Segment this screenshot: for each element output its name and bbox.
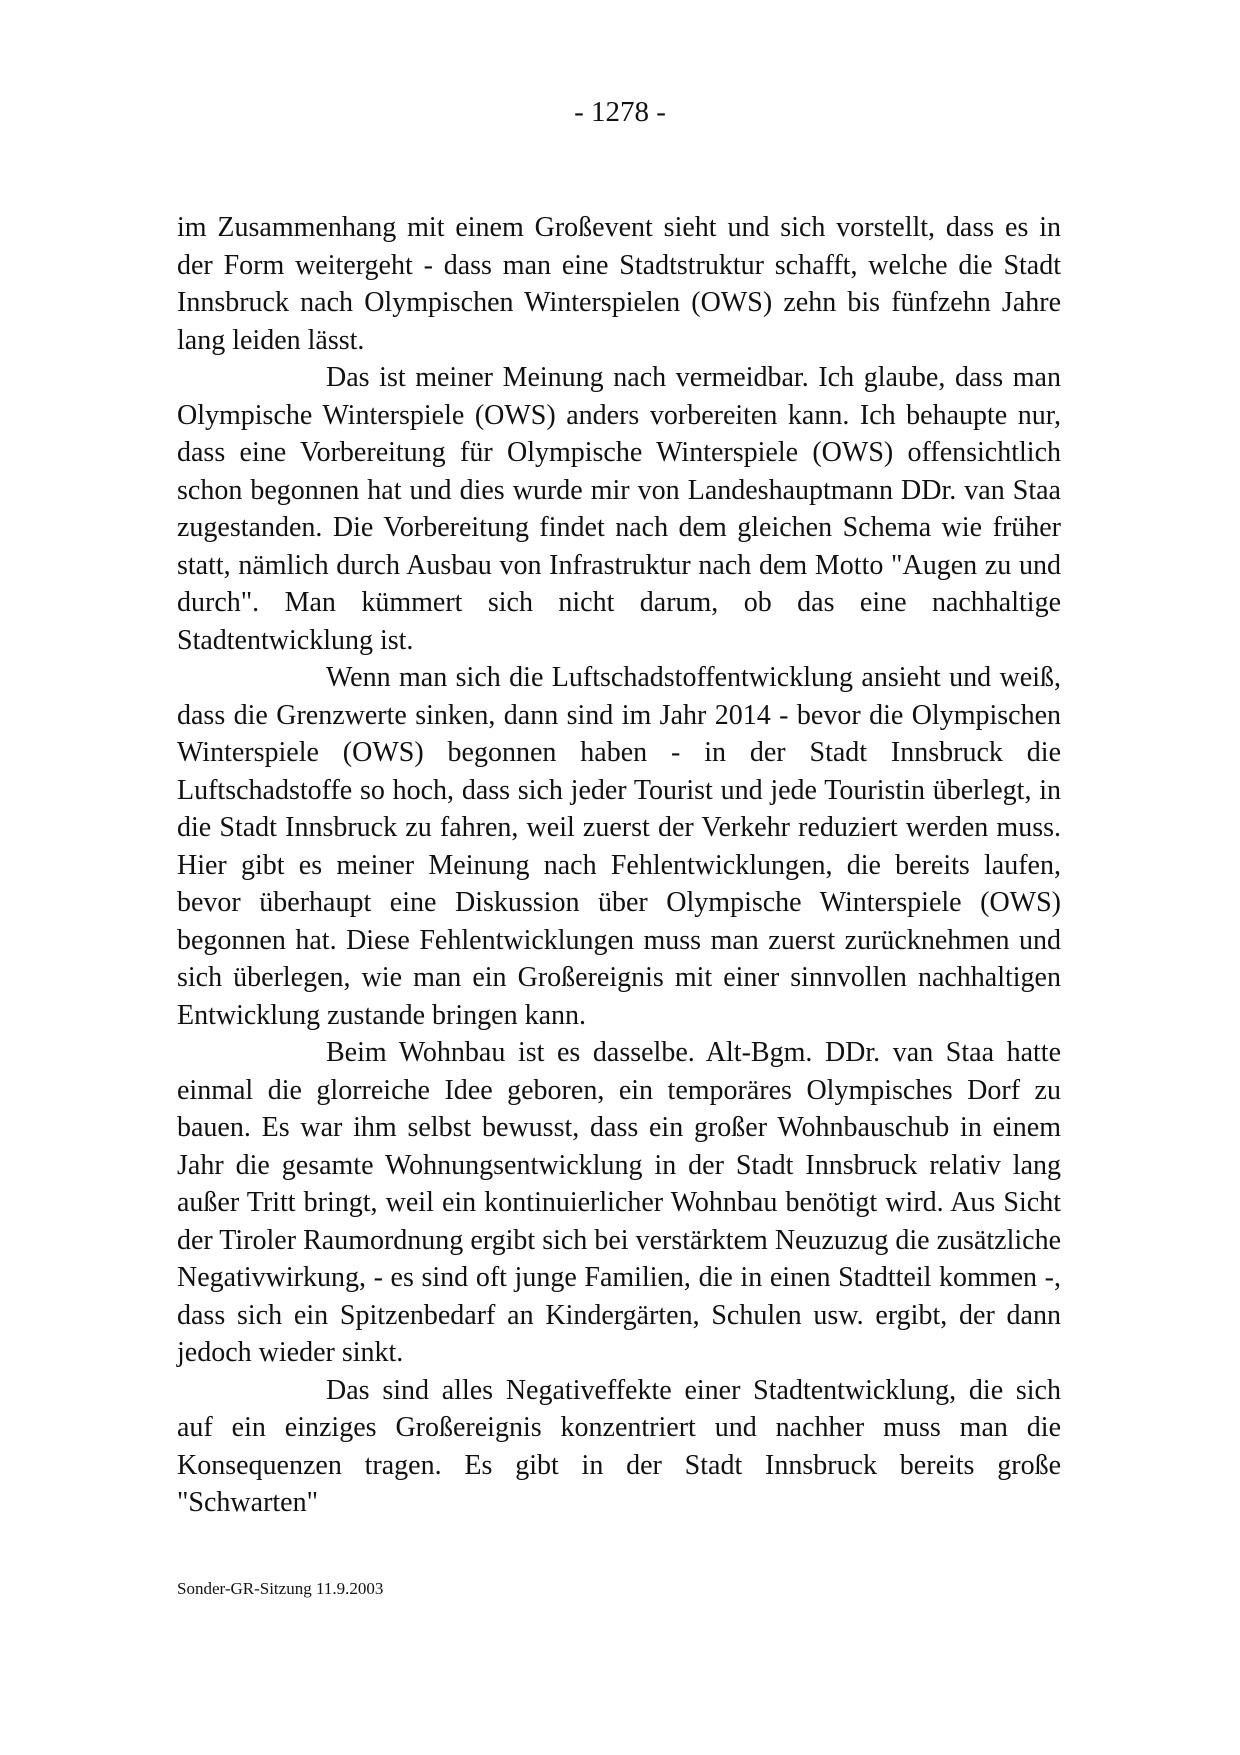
page-number: - 1278 - (574, 96, 666, 128)
paragraph-2: Das ist meiner Meinung nach vermeidbar. Ich glaube, dass man Olympische Winterspiele (OWS) anders vorbereiten kann. Ich behaupte nur, dass eine Vorbereitung für Olympische Winterspiele (OWS) offensichtlich schon begonnen hat und dies wurde mir von Landeshauptmann DDr. van Staa zugestanden. Die Vorbereitung findet nach dem gleichen Schema wie früher statt, nämlich durch Ausbau von Infrastruktur nach dem Motto "Augen zu und durch". Man kümmert sich nicht darum, ob das eine nachhaltige Stadtentwicklung ist. (177, 362, 1061, 656)
footer-session-label: Sonder-GR-Sitzung 11.9.2003 (177, 1579, 384, 1598)
paragraph-4: Beim Wohnbau ist es dasselbe. Alt-Bgm. DDr. van Staa hatte einmal die glorreiche Idee geboren, ein temporäres Olympisches Dorf zu bauen. Es war ihm selbst bewusst, dass ein großer Wohnbauschub in einem Jahr die gesamte Wohnungsentwicklung in der Stadt Innsbruck relativ lang außer Tritt bringt, weil ein kontinuierlicher Wohnbau benötigt wird. Aus Sicht der Tiroler Raumordnung ergibt sich bei verstärktem Neuzuzug die zusätzliche Negativwirkung, - es sind oft junge Familien, die in einen Stadtteil kommen -, dass sich ein Spitzenbedarf an Kindergärten, Schulen usw. ergibt, der dann jedoch wieder sinkt. (177, 1037, 1061, 1368)
paragraph-3: Wenn man sich die Luftschadstoffentwicklung ansieht und weiß, dass die Grenzwerte sinken, dann sind im Jahr 2014 - bevor die Olympischen Winterspiele (OWS) begonnen haben - in der Stadt Innsbruck die Luftschadstoffe so hoch, dass sich jeder Tourist und jede Touristin überlegt, in die Stadt Innsbruck zu fahren, weil zuerst der Verkehr reduziert werden muss. Hier gibt es meiner Meinung nach Fehlentwicklungen, die bereits laufen, bevor überhaupt eine Diskussion über Olympische Winterspiele (OWS) begonnen hat. Diese Fehlentwicklungen muss man zuerst zurücknehmen und sich überlegen, wie man ein Großereignis mit einer sinnvollen nachhaltigen Entwicklung zustande bringen kann. (177, 662, 1061, 1031)
body-text (177, 209, 1061, 1522)
paragraph-1: im Zusammenhang mit einem Großevent sieht und sich vorstellt, dass es in der Form weitergeht - dass man eine Stadtstruktur schafft, welche die Stadt Innsbruck nach Olympischen Winterspielen (OWS) zehn bis fünfzehn Jahre lang leiden lässt. (177, 212, 1061, 356)
paragraph-5: Das sind alles Negativeffekte einer Stadtentwicklung, die sich auf ein einziges Großereignis konzentriert und nachher muss man die Konsequenzen tragen. Es gibt in der Stadt Innsbruck bereits große "Schwarten" (177, 1374, 1061, 1518)
